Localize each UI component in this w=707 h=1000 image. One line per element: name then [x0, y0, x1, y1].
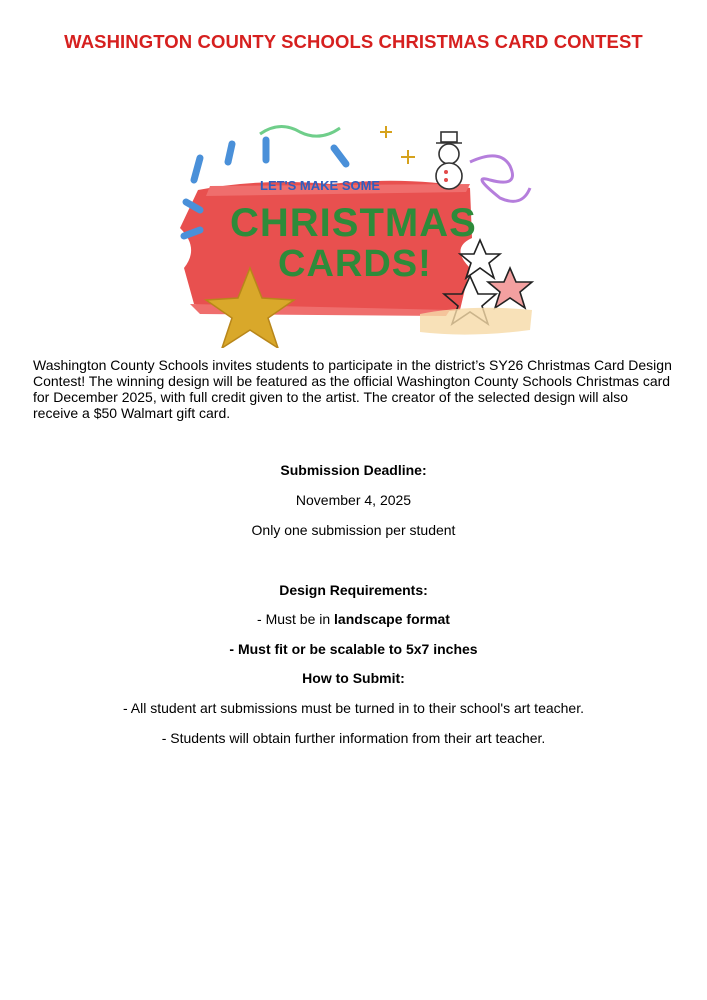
banner-line1: LET'S MAKE SOME: [260, 178, 381, 193]
green-swirl: [260, 126, 340, 136]
requirement-landscape-bold: landscape format: [334, 611, 450, 627]
deadline-heading: Submission Deadline:: [280, 462, 427, 478]
cream-brush: [420, 308, 532, 335]
purple-ribbon: [470, 156, 530, 201]
snowman: [436, 132, 462, 189]
christmas-cards-banner: [170, 118, 542, 348]
sparkles: [380, 126, 415, 164]
design-heading: Design Requirements:: [279, 582, 428, 598]
page-title: WASHINGTON COUNTY SCHOOLS CHRISTMAS CARD CONTEST: [64, 31, 643, 52]
requirement-landscape-prefix: - Must be in: [257, 611, 335, 627]
requirement-landscape: [0, 611, 707, 627]
deadline-note: Only one submission per student: [251, 522, 456, 538]
requirement-size: - Must fit or be scalable to 5x7 inches: [229, 641, 478, 657]
submit-heading: How to Submit:: [302, 670, 405, 686]
intro-paragraph: Washington County Schools invites students to participate in the district’s SY26 Christmas Card Design Contest! The winning design will be featured as the official Washington County Schools Christmas card for December 2025, with full credit given to the artist. The creator of the selected design will also receive a $50 Walmart gift card.: [33, 357, 672, 421]
submit-line-1: - All student art submissions must be turned in to their school's art teacher.: [122, 700, 584, 716]
banner-line2: CHRISTMAS: [230, 201, 477, 245]
banner-line3: CARDS!: [278, 243, 432, 285]
submit-line-2: - Students will obtain further information from their art teacher.: [161, 730, 546, 746]
deadline-date: November 4, 2025: [295, 492, 412, 508]
